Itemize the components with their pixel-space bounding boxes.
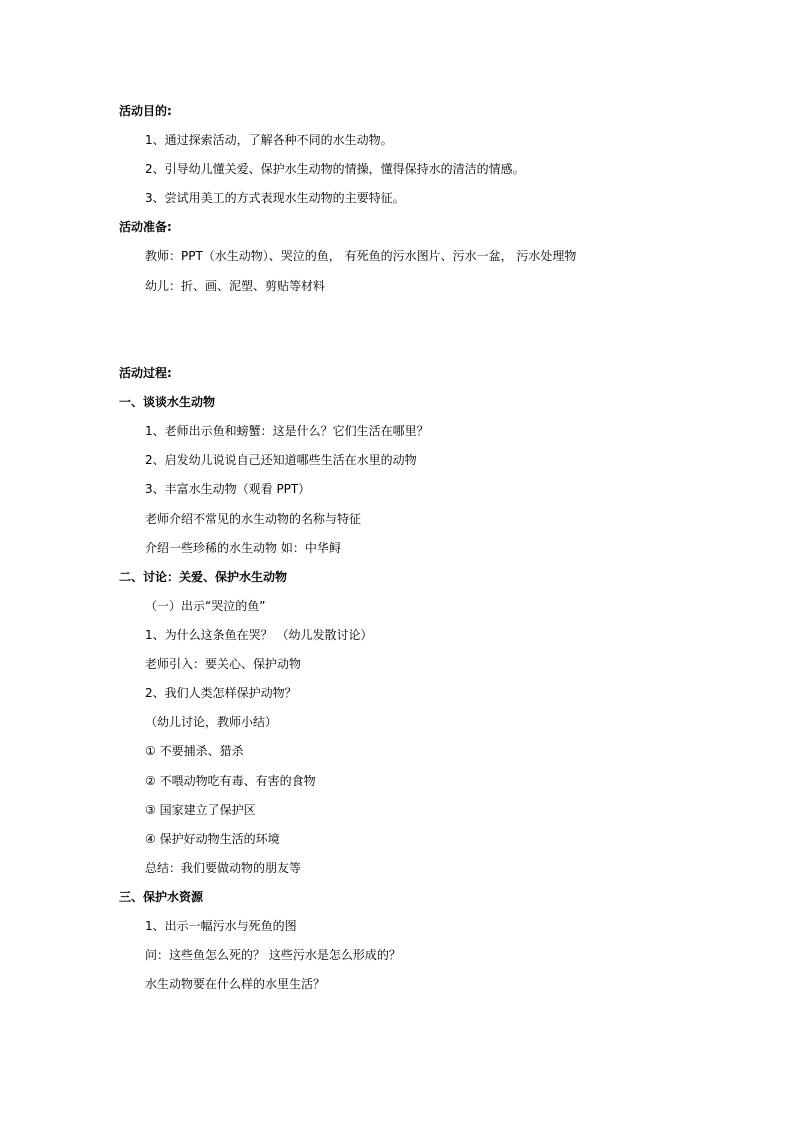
section-1-line: 1、老师出示鱼和螃蟹：这是什么？它们生活在哪里？ bbox=[145, 424, 429, 438]
section-2-line: 2、我们人类怎样保护动物？ bbox=[145, 686, 297, 700]
objective-item-1: 1、通过探索活动，了解各种不同的水生动物。 bbox=[145, 133, 393, 147]
preparation-heading: 活动准备: bbox=[119, 220, 172, 234]
section-2-line: 总结：我们要做动物的朋友等 bbox=[145, 861, 302, 875]
objective-item-2: 2、引导幼儿懂关爱、保护水生动物的情操，懂得保持水的清洁的情感。 bbox=[145, 162, 525, 176]
section-2-list-item: ② 不喂动物吃有毒、有害的食物 bbox=[145, 774, 316, 788]
section-1-line: 老师介绍不常见的水生动物的名称与特征 bbox=[145, 512, 362, 526]
section-1-title: 一、谈谈水生动物 bbox=[119, 395, 216, 409]
section-3-line: 1、出示一幅污水与死鱼的图 bbox=[145, 919, 297, 933]
objectives-heading: 活动目的: bbox=[119, 104, 172, 118]
section-3-line: 问：这些鱼怎么死的？ 这些污水是怎么形成的？ bbox=[145, 948, 401, 962]
section-2-line: 1、为什么这条鱼在哭？ （幼儿发散讨论） bbox=[145, 628, 373, 642]
section-2-list-item: ① 不要捕杀、猎杀 bbox=[145, 744, 244, 758]
preparation-teacher: 教师：PPT（水生动物）、哭泣的鱼， 有死鱼的污水图片、污水一盆， 污水处理物 bbox=[145, 249, 577, 263]
section-2-line: （一）出示“哭泣的鱼” bbox=[145, 599, 266, 613]
section-2-line: （幼儿讨论，教师小结） bbox=[145, 715, 278, 729]
preparation-children: 幼儿：折、画、泥塑、剪贴等材料 bbox=[145, 279, 326, 293]
section-1-line: 3、丰富水生动物（观看 PPT） bbox=[145, 482, 311, 496]
section-1-line: 2、启发幼儿说说自己还知道哪些生活在水里的动物 bbox=[145, 453, 417, 467]
objective-item-3: 3、尝试用美工的方式表现水生动物的主要特征。 bbox=[145, 191, 405, 205]
process-heading: 活动过程: bbox=[119, 366, 172, 380]
section-1-line: 介绍一些珍稀的水生动物 如：中华鲟 bbox=[145, 541, 341, 555]
section-2-title: 二、讨论：关爱、保护水生动物 bbox=[119, 570, 288, 584]
section-2-list-item: ③ 国家建立了保护区 bbox=[145, 803, 256, 817]
section-3-line: 水生动物要在什么样的水里生活？ bbox=[145, 977, 326, 991]
section-2-line: 老师引入：要关心、保护动物 bbox=[145, 657, 302, 671]
section-3-title: 三、保护水资源 bbox=[119, 890, 204, 904]
section-2-list-item: ④ 保护好动物生活的环境 bbox=[145, 832, 280, 846]
